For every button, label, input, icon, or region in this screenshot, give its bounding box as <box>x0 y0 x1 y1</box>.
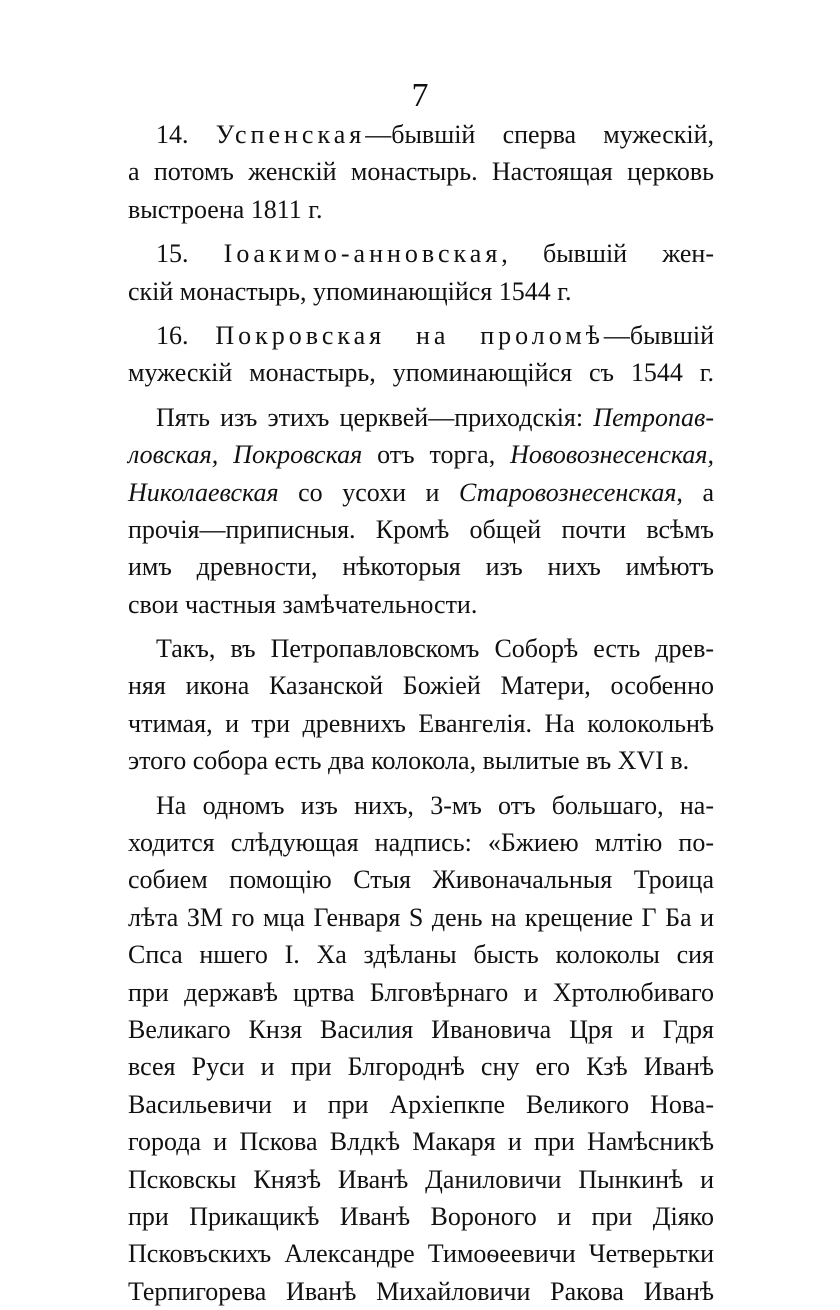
parishes-line-1 <box>128 399 714 436</box>
cathedral-line-3: чтимая, и три древнихъ Евангелія. На колокольнѣ <box>128 708 714 738</box>
inscription-line: при Прикащикѣ Иванѣ Вороного и при Діяко <box>128 1201 714 1231</box>
p14-line-1-rest: —бывшій сперва мужескій, <box>365 120 715 149</box>
page-number: 7 <box>411 77 429 114</box>
inscription-line: Великаго Кнзя Василия Ивановича Цря и Гдря <box>128 1014 714 1044</box>
p14-line-1 <box>128 116 714 153</box>
parishes-line-1-text: Пять изъ этихъ церквей—приходскія: <box>156 402 594 432</box>
inscription-line: Васильевичи и при Архіепкпе Великого Нова- <box>128 1089 714 1119</box>
p15-line-1 <box>128 235 714 272</box>
church-petropavlovskaya: Петропав- <box>593 402 714 432</box>
inscription-line: Спса ншего І. Ха здѣланы бысть колоколы сия <box>128 940 714 970</box>
p15-name: Іоакимо-анновская <box>223 239 502 269</box>
church-nikolaevskaya: Николаевская <box>128 477 279 507</box>
inscription-line: Псковскы Князѣ Иванѣ Даниловичи Пынкинѣ и <box>128 1164 714 1194</box>
p14-line-3: выстроена 1811 г. <box>128 194 323 224</box>
church-pokrovskaya: ловская, Покровская <box>128 440 363 470</box>
inscription-line: Терпигорева Иванѣ Михайловичи Ракова Иванѣ <box>128 1276 714 1306</box>
p14-name: Успенская <box>215 120 366 149</box>
parishes-line-2 <box>128 436 714 473</box>
parishes-line-3-text: со усохи и <box>278 477 459 507</box>
parishes-line-6: свои частныя замѣчательности. <box>128 589 478 619</box>
inscription-line: ходится слѣдующая надпись: «Бжиею млтію по- <box>128 828 714 858</box>
inscription-line: На одномъ изъ нихъ, 3-мъ отъ большаго, на- <box>156 790 714 820</box>
inscription-line: всея Руси и при Блгороднѣ сну его Кзѣ Иванѣ <box>128 1052 714 1082</box>
parishes-line-4: прочія—приписныя. Кромѣ общей почти всѣмъ <box>128 514 714 544</box>
parishes-line-3-end: , а <box>676 477 714 507</box>
cathedral-line-2: няя икона Казанской Божіей Матери, особенно <box>128 671 714 701</box>
church-starovoznesenskaya: Старовознесенская <box>459 477 677 507</box>
p16-name: Покровская на проломѣ <box>215 320 604 350</box>
parishes-line-3 <box>128 474 714 511</box>
text-body <box>128 116 714 1310</box>
p16-line-1-rest: —бывшій <box>603 320 714 350</box>
parishes-line-2-text: отъ торга, <box>362 440 511 470</box>
cathedral-line-4: этого собора есть два колокола, вылитые въ XVI в. <box>128 746 690 776</box>
p15-line-1-rest: , бывшій жен- <box>501 239 714 269</box>
cathedral-line-1: Такъ, въ Петропавловскомъ Соборѣ есть древ- <box>156 634 714 664</box>
p16-line-2: мужескій монастырь, упоминающійся съ 1544 г. <box>128 358 714 388</box>
p14-number: 14. <box>156 120 189 149</box>
p14-line-2: а потомъ женскій монастырь. Настоящая церковь <box>128 157 714 187</box>
p15-number: 15. <box>156 239 189 269</box>
parishes-line-5: имъ древности, нѣкоторыя изъ нихъ имѣютъ <box>128 552 714 582</box>
inscription-line: Псковъскихъ Александре Тимоѳеевичи Четверьтки <box>128 1239 714 1269</box>
inscription-line: собием помощію Стыя Живоначальныя Троица <box>128 865 714 895</box>
inscription-line: лѣта ЗМ го мца Генваря S день на крещение Г Ба и <box>128 902 714 932</box>
inscription-line: города и Пскова Влдкѣ Макаря и при Намѣсникѣ <box>128 1127 714 1157</box>
church-novovoznesenskaya: Нововознесенская, <box>510 440 714 470</box>
p15-line-2: скій монастырь, упоминающійся 1544 г. <box>128 276 572 306</box>
p16-number: 16. <box>156 320 189 350</box>
p16-line-1 <box>128 317 714 354</box>
inscription-line: при державѣ цртва Блговѣрнаго и Хртолюбиваго <box>128 977 714 1007</box>
